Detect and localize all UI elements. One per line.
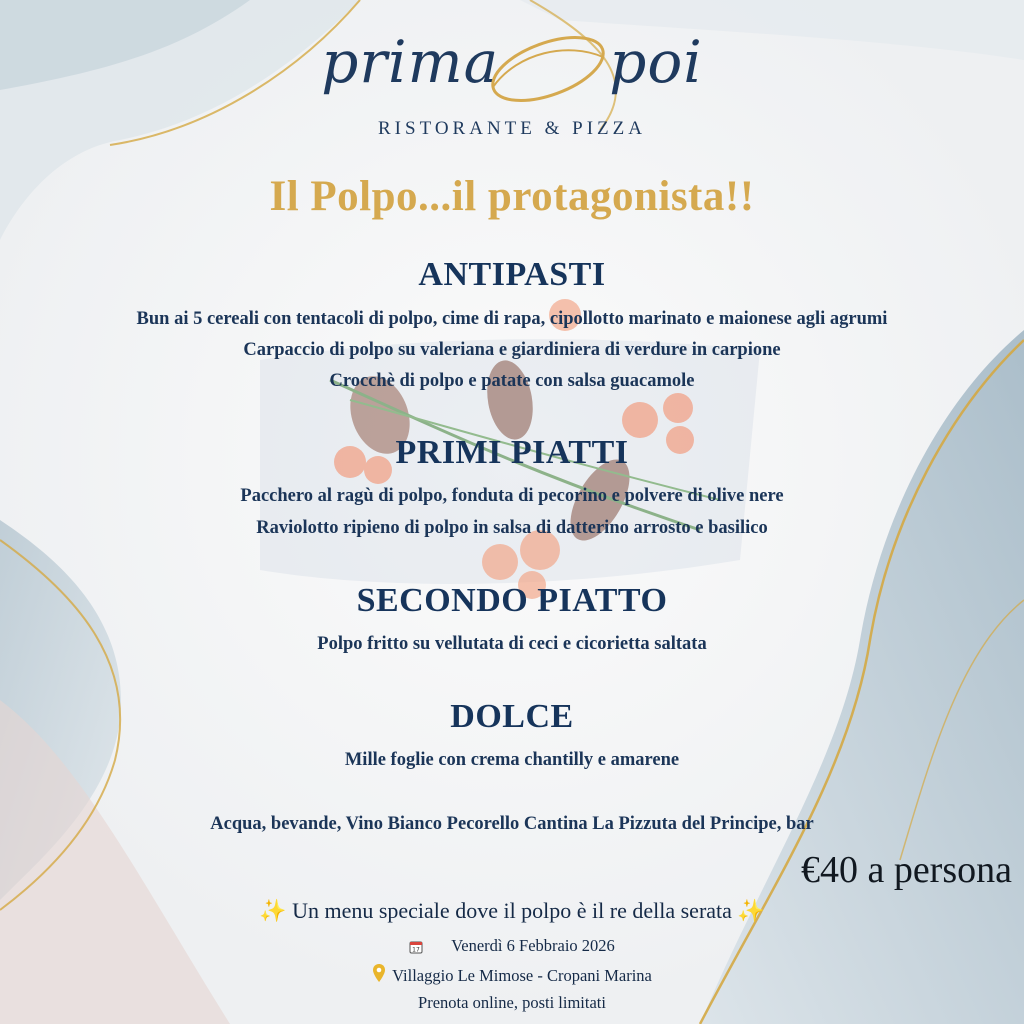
logo-subtitle: RISTORANTE & PIZZA — [378, 118, 646, 139]
menu-item: Raviolotto ripieno di polpo in salsa di datterino arrosto e basilico — [256, 518, 768, 538]
tagline-text: Un menu speciale dove il polpo è il re della serata — [292, 898, 732, 923]
section-title-secondo: SECONDO PIATTO — [356, 582, 668, 619]
booking-note: Prenota online, posti limitati — [418, 993, 606, 1012]
section-title-primi: PRIMI PIATTI — [395, 434, 629, 471]
menu-item: Carpaccio di polpo su valeriana e giardiniera di verdure in carpione — [243, 340, 781, 360]
logo-name-right: poi — [609, 28, 703, 96]
location-pin-icon — [372, 963, 386, 983]
event-date-text: Venerdì 6 Febbraio 2026 — [451, 936, 615, 955]
menu-item: Polpo fritto su vellutata di ceci e cicorietta saltata — [317, 634, 707, 654]
menu-item: Crocchè di polpo e patate con salsa guacamole — [329, 371, 695, 391]
logo-swirl-icon — [478, 32, 618, 107]
menu-item: Pacchero al ragù di polpo, fonduta di pecorino e polvere di olive nere — [240, 486, 784, 506]
sparkle-icon: ✨ — [259, 898, 287, 923]
event-location-text: Villaggio Le Mimose - Cropani Marina — [392, 966, 652, 985]
event-location — [0, 963, 1024, 986]
calendar-icon — [409, 940, 423, 954]
sparkle-icon: ✨ — [737, 898, 765, 923]
drinks-line: Acqua, bevande, Vino Bianco Pecorello Cantina La Pizzuta del Principe, bar — [210, 814, 814, 834]
logo-name-left: prima — [321, 28, 500, 96]
event-date — [0, 936, 1024, 956]
section-title-antipasti: ANTIPASTI — [418, 256, 606, 293]
menu-headline: Il Polpo...il protagonista!! — [269, 173, 755, 220]
menu-item: Bun ai 5 cereali con tentacoli di polpo, cime di rapa, cipollotto marinato e maionese agli agrumi — [136, 309, 888, 329]
section-title-dolce: DOLCE — [450, 698, 574, 735]
tagline — [0, 898, 1024, 924]
menu-item: Mille foglie con crema chantilly e amarene — [344, 750, 680, 770]
svg-text:17: 17 — [412, 946, 421, 954]
price: €40 a persona — [800, 849, 1012, 891]
